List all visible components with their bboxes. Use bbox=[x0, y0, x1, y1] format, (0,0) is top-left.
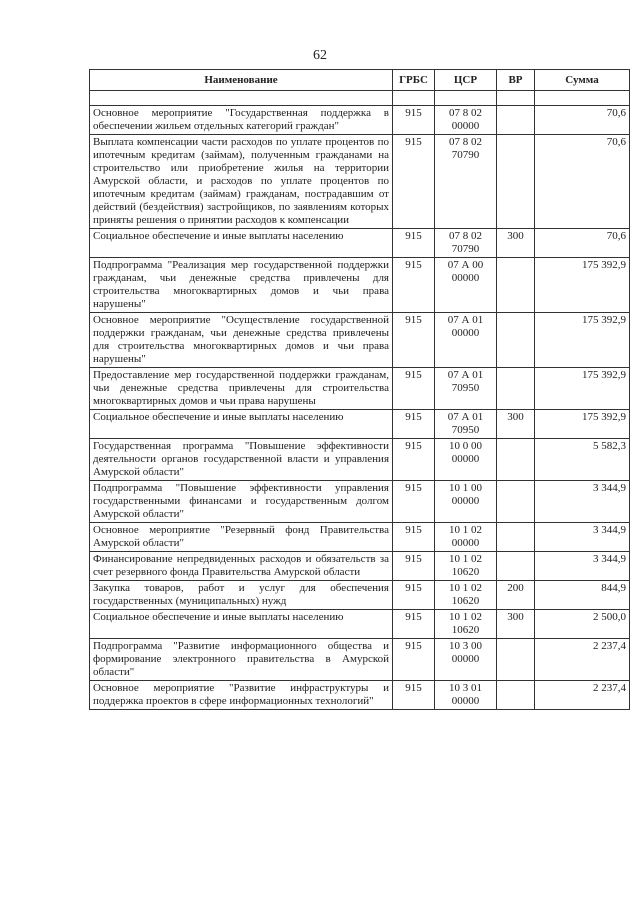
header-vr: ВР bbox=[497, 70, 535, 91]
row-vr: 200 bbox=[497, 581, 535, 610]
row-name: Подпрограмма "Повышение эффективности управления государственными финансами и государственным долгом Амурской области" bbox=[90, 481, 393, 523]
table-row bbox=[90, 552, 630, 581]
row-sum: 3 344,9 bbox=[535, 481, 630, 523]
row-csr: 10 1 02 10620 bbox=[435, 552, 497, 581]
page-number: 62 bbox=[313, 48, 327, 63]
header-name: Наименование bbox=[90, 70, 393, 91]
row-grbs: 915 bbox=[393, 368, 435, 410]
header-grbs: ГРБС bbox=[393, 70, 435, 91]
row-name: Закупка товаров, работ и услуг для обеспечения государственных (муниципальных) нужд bbox=[90, 581, 393, 610]
row-name: Финансирование непредвиденных расходов и обязательств за счет резервного фонда Правительства Амурской области bbox=[90, 552, 393, 581]
row-sum: 3 344,9 bbox=[535, 523, 630, 552]
row-vr bbox=[497, 135, 535, 229]
row-sum: 3 344,9 bbox=[535, 552, 630, 581]
row-sum: 175 392,9 bbox=[535, 368, 630, 410]
row-name: Основное мероприятие "Осуществление государственной поддержки гражданам, чьи денежные средства привлечены для строительства многоквартирных домов и чьи права нарушены" bbox=[90, 313, 393, 368]
table-row bbox=[90, 368, 630, 410]
row-grbs: 915 bbox=[393, 523, 435, 552]
table-row bbox=[90, 481, 630, 523]
row-sum: 70,6 bbox=[535, 229, 630, 258]
row-csr: 10 3 01 00000 bbox=[435, 681, 497, 710]
row-csr: 10 1 02 10620 bbox=[435, 610, 497, 639]
header-csr: ЦСР bbox=[435, 70, 497, 91]
row-vr: 300 bbox=[497, 410, 535, 439]
row-grbs: 915 bbox=[393, 135, 435, 229]
row-vr bbox=[497, 368, 535, 410]
row-csr: 10 3 00 00000 bbox=[435, 639, 497, 681]
row-vr bbox=[497, 313, 535, 368]
row-sum: 175 392,9 bbox=[535, 313, 630, 368]
row-name: Основное мероприятие "Развитие инфраструктуры и поддержка проектов в сфере информационных технологий" bbox=[90, 681, 393, 710]
row-grbs: 915 bbox=[393, 229, 435, 258]
row-vr bbox=[497, 552, 535, 581]
row-name: Выплата компенсации части расходов по уплате процентов по ипотечным кредитам (займам), полученным гражданами на строительство или приобретение жилья на территории Амурской области, и расходов по уплате процентов по ипотечным кредитам (займам) гражданам, пострадавшим от действий (бездействия) застройщиков, по заявлениям которых приняты решения о принятии расходов к компенсации bbox=[90, 135, 393, 229]
row-csr: 07 8 02 00000 bbox=[435, 106, 497, 135]
row-grbs: 915 bbox=[393, 313, 435, 368]
row-vr bbox=[497, 439, 535, 481]
row-csr: 07 А 01 70950 bbox=[435, 410, 497, 439]
row-name: Социальное обеспечение и иные выплаты населению bbox=[90, 410, 393, 439]
row-vr bbox=[497, 523, 535, 552]
row-grbs: 915 bbox=[393, 639, 435, 681]
row-csr: 10 0 00 00000 bbox=[435, 439, 497, 481]
row-sum: 70,6 bbox=[535, 106, 630, 135]
row-vr bbox=[497, 106, 535, 135]
table-row bbox=[90, 681, 630, 710]
row-vr bbox=[497, 481, 535, 523]
row-csr: 07 А 01 70950 bbox=[435, 368, 497, 410]
row-vr bbox=[497, 258, 535, 313]
row-sum: 175 392,9 bbox=[535, 410, 630, 439]
row-name: Социальное обеспечение и иные выплаты населению bbox=[90, 229, 393, 258]
table-row bbox=[90, 581, 630, 610]
row-grbs: 915 bbox=[393, 258, 435, 313]
header-sum: Сумма bbox=[535, 70, 630, 91]
row-sum: 70,6 bbox=[535, 135, 630, 229]
row-name: Подпрограмма "Развитие информационного общества и формирование электронного правительства в Амурской области" bbox=[90, 639, 393, 681]
row-grbs: 915 bbox=[393, 681, 435, 710]
row-sum: 175 392,9 bbox=[535, 258, 630, 313]
row-grbs: 915 bbox=[393, 410, 435, 439]
row-sum: 844,9 bbox=[535, 581, 630, 610]
row-csr: 10 1 02 00000 bbox=[435, 523, 497, 552]
table-row bbox=[90, 410, 630, 439]
row-name: Основное мероприятие "Резервный фонд Правительства Амурской области" bbox=[90, 523, 393, 552]
row-grbs: 915 bbox=[393, 106, 435, 135]
row-csr: 10 1 00 00000 bbox=[435, 481, 497, 523]
row-sum: 2 237,4 bbox=[535, 681, 630, 710]
table-row bbox=[90, 258, 630, 313]
row-csr: 07 А 01 00000 bbox=[435, 313, 497, 368]
table-row bbox=[90, 439, 630, 481]
row-name: Предоставление мер государственной поддержки гражданам, чьи денежные средства привлечены для строительства многоквартирных домов и чьи права нарушены bbox=[90, 368, 393, 410]
table-row bbox=[90, 610, 630, 639]
table-row bbox=[90, 639, 630, 681]
row-vr bbox=[497, 639, 535, 681]
row-grbs: 915 bbox=[393, 439, 435, 481]
table-row bbox=[90, 106, 630, 135]
row-csr: 07 8 02 70790 bbox=[435, 229, 497, 258]
row-name: Основное мероприятие "Государственная поддержка в обеспечении жильем отдельных категорий граждан" bbox=[90, 106, 393, 135]
spacer-row bbox=[90, 91, 630, 106]
row-sum: 2 500,0 bbox=[535, 610, 630, 639]
row-csr: 10 1 02 10620 bbox=[435, 581, 497, 610]
table-header-row bbox=[90, 70, 630, 91]
table-row bbox=[90, 313, 630, 368]
row-grbs: 915 bbox=[393, 552, 435, 581]
row-sum: 5 582,3 bbox=[535, 439, 630, 481]
row-name: Подпрограмма "Реализация мер государственной поддержки гражданам, чьи денежные средства привлечены для строительства многоквартирных домов и чьи права нарушены" bbox=[90, 258, 393, 313]
row-grbs: 915 bbox=[393, 481, 435, 523]
row-vr: 300 bbox=[497, 610, 535, 639]
row-grbs: 915 bbox=[393, 610, 435, 639]
budget-table bbox=[89, 69, 630, 710]
row-sum: 2 237,4 bbox=[535, 639, 630, 681]
row-grbs: 915 bbox=[393, 581, 435, 610]
table-row bbox=[90, 523, 630, 552]
row-name: Государственная программа "Повышение эффективности деятельности органов государственной власти и управления Амурской области" bbox=[90, 439, 393, 481]
row-csr: 07 А 00 00000 bbox=[435, 258, 497, 313]
row-vr: 300 bbox=[497, 229, 535, 258]
table-row bbox=[90, 135, 630, 229]
row-csr: 07 8 02 70790 bbox=[435, 135, 497, 229]
row-name: Социальное обеспечение и иные выплаты населению bbox=[90, 610, 393, 639]
table-row bbox=[90, 229, 630, 258]
row-vr bbox=[497, 681, 535, 710]
